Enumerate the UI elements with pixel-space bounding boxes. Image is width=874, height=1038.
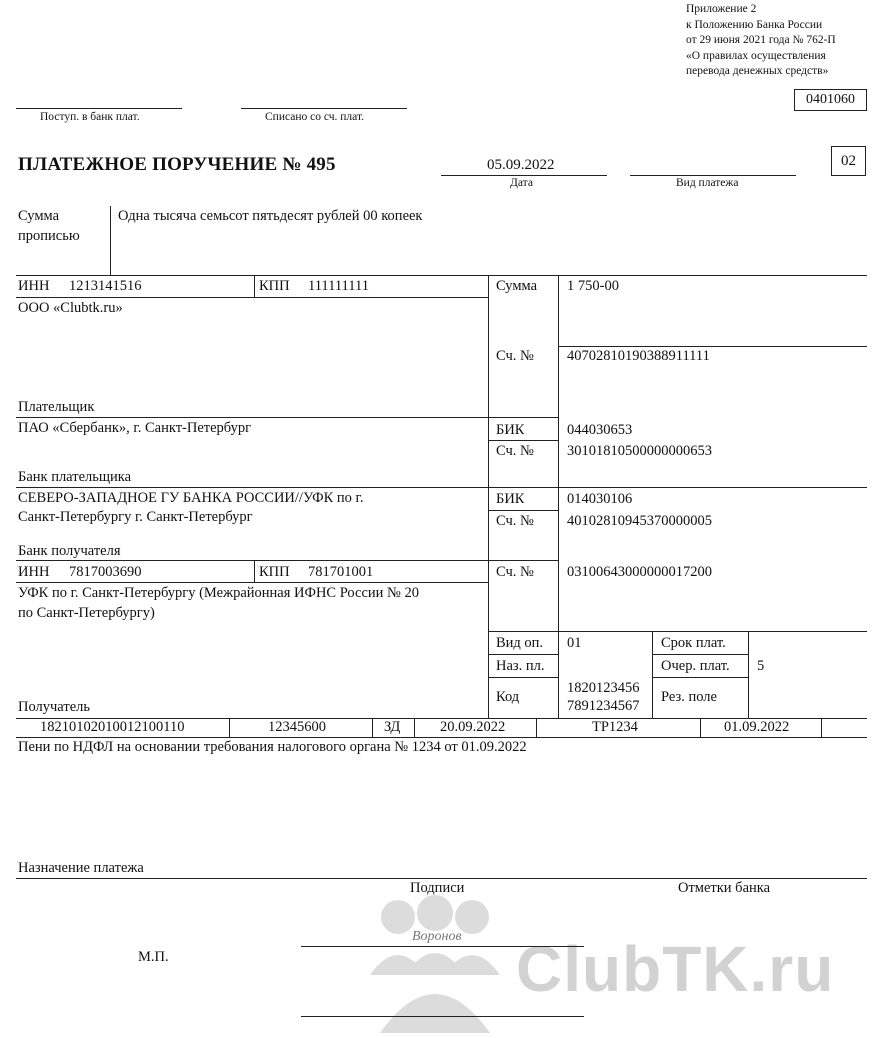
amount-words-label-1: Сумма [18, 208, 60, 224]
payee-inn: 7817003690 [69, 564, 142, 580]
grid-line-op-1 [488, 654, 558, 655]
form-code-box [794, 89, 867, 111]
amount-value: 1 750-00 [567, 278, 619, 294]
payment-type-label: Вид платежа [676, 177, 739, 189]
payer-bank-bik-label: БИК [496, 422, 525, 438]
grid-line-payee-inn [16, 582, 488, 583]
amount-words-divider [110, 206, 111, 276]
annex-line-5: перевода денежных средств» [686, 65, 829, 77]
purpose-value: Пени по НДФЛ на основании требования налогового органа № 1234 от 01.09.2022 [18, 739, 527, 755]
purpose-line [16, 878, 867, 879]
payer-kpp-divider [254, 275, 255, 297]
budget-oktmo: 12345600 [268, 719, 326, 735]
received-line [16, 108, 182, 109]
grid-line-op-1b [652, 654, 748, 655]
budget-div-5 [700, 718, 701, 737]
page-title: ПЛАТЕЖНОЕ ПОРУЧЕНИЕ № 495 [18, 154, 336, 175]
ocher-label: Очер. плат. [661, 658, 730, 674]
rez-label: Рез. поле [661, 689, 717, 705]
debited-label: Списано со сч. плат. [265, 111, 364, 123]
payer-account: 40702810190388911111 [567, 348, 710, 364]
budget-kbk: 18210102010012100110 [40, 719, 185, 735]
ocher-value: 5 [757, 658, 765, 674]
payer-account-label: Сч. № [496, 348, 534, 364]
grid-line-payee-bank [16, 560, 558, 561]
grid-line-op-2 [488, 677, 558, 678]
watermark-logo [360, 895, 510, 1033]
annex-line-1: Приложение 2 [686, 3, 757, 15]
budget-doc-num: ТР1234 [592, 719, 638, 735]
signature-line-2 [301, 1016, 584, 1017]
received-label: Поступ. в банк плат. [40, 111, 140, 123]
grid-line-top [16, 275, 867, 276]
grid-line-op-2b [652, 677, 748, 678]
payee-acc-label: Сч. № [496, 564, 534, 580]
payer-name: ООО «Clubtk.ru» [18, 300, 123, 316]
grid-line-inn [16, 297, 488, 298]
payer-bank-name: ПАО «Сбербанк», г. Санкт-Петербург [18, 420, 252, 436]
payer-inn: 1213141516 [69, 278, 142, 294]
budget-basis: ЗД [384, 719, 401, 735]
grid-line-payer-bik [488, 440, 558, 441]
status-code-box [831, 146, 866, 176]
budget-div-3 [414, 718, 415, 737]
kod-label: Код [496, 689, 520, 705]
payee-kpp: 781701001 [308, 564, 374, 580]
debited-line [241, 108, 407, 109]
kod-line-1: 1820123456 [567, 680, 640, 696]
payee-bank-bik-label: БИК [496, 491, 525, 507]
payment-type-line [630, 175, 796, 176]
srok-label: Срок плат. [661, 635, 726, 651]
payee-bank-name-1: СЕВЕРО-ЗАПАДНОЕ ГУ БАНКА РОССИИ//УФК по г. [18, 490, 364, 506]
budget-div-2 [372, 718, 373, 737]
signature-line-1 [301, 946, 584, 947]
grid-line-payer-bank [16, 487, 867, 488]
amount-words-value: Одна тысяча семьсот пятьдесят рублей 00 копеек [118, 208, 423, 224]
payer-inn-label: ИНН [18, 278, 50, 294]
bank-marks-label: Отметки банка [678, 880, 771, 896]
payee-label: Получатель [18, 699, 90, 715]
amount-label: Сумма [496, 278, 538, 294]
signer-signature: Воронов [412, 929, 462, 944]
grid-vert-main [488, 275, 489, 718]
purpose-label: Назначение платежа [18, 860, 144, 876]
form-code: 0401060 [806, 92, 855, 107]
watermark-text: ClubTK.ru [516, 933, 835, 1005]
grid-vert-values [558, 275, 559, 718]
vid-op-label: Вид оп. [496, 635, 544, 651]
payee-kpp-divider [254, 560, 255, 582]
grid-vert-op [652, 631, 653, 718]
mp-label: М.П. [138, 949, 169, 965]
kod-line-2: 7891234567 [567, 698, 640, 714]
budget-div-6 [821, 718, 822, 737]
payee-acc: 03100643000000017200 [567, 564, 712, 580]
payer-bank-acc: 30101810500000000653 [567, 443, 712, 459]
payee-bank-acc-label: Сч. № [496, 513, 534, 529]
payee-name-2: по Санкт-Петербургу) [18, 605, 155, 621]
vid-op: 01 [567, 635, 582, 651]
budget-period: 20.09.2022 [440, 719, 506, 735]
grid-line-payee-bik [488, 510, 558, 511]
payee-kpp-label: КПП [259, 564, 290, 580]
payee-bank-label: Банк получателя [18, 543, 121, 559]
naz-pl-label: Наз. пл. [496, 658, 545, 674]
date-line [441, 175, 607, 176]
payer-bank-label: Банк плательщика [18, 469, 132, 485]
signatures-label: Подписи [410, 880, 465, 896]
grid-line-operation [488, 631, 867, 632]
payer-bank-bik: 044030653 [567, 422, 633, 438]
budget-div-1 [229, 718, 230, 737]
budget-div-4 [536, 718, 537, 737]
status-code: 02 [841, 153, 856, 169]
payee-name-1: УФК по г. Санкт-Петербургу (Межрайонная ИФНС России № 20 [18, 585, 420, 601]
payee-bank-name-2: Санкт-Петербургу г. Санкт-Петербург [18, 509, 253, 525]
grid-vert-op2 [748, 631, 749, 718]
payer-kpp-label: КПП [259, 278, 290, 294]
date-value: 05.09.2022 [487, 157, 555, 173]
annex-line-2: к Положению Банка России [686, 19, 823, 31]
payee-bank-bik: 014030106 [567, 491, 633, 507]
grid-line-acc [558, 346, 867, 347]
payee-inn-label: ИНН [18, 564, 50, 580]
watermark-people-icon [360, 895, 510, 1033]
grid-line-budget-bottom [16, 737, 867, 738]
payee-bank-acc: 40102810945370000005 [567, 513, 712, 529]
amount-words-label-2: прописью [18, 228, 80, 244]
grid-line-payer [16, 417, 558, 418]
annex-line-3: от 29 июня 2021 года № 762-П [686, 34, 836, 46]
payer-label: Плательщик [18, 399, 95, 415]
payer-kpp: 111111111 [308, 278, 369, 294]
date-label: Дата [510, 177, 533, 189]
payer-bank-acc-label: Сч. № [496, 443, 534, 459]
annex-line-4: «О правилах осуществления [686, 50, 826, 62]
budget-doc-date: 01.09.2022 [724, 719, 790, 735]
